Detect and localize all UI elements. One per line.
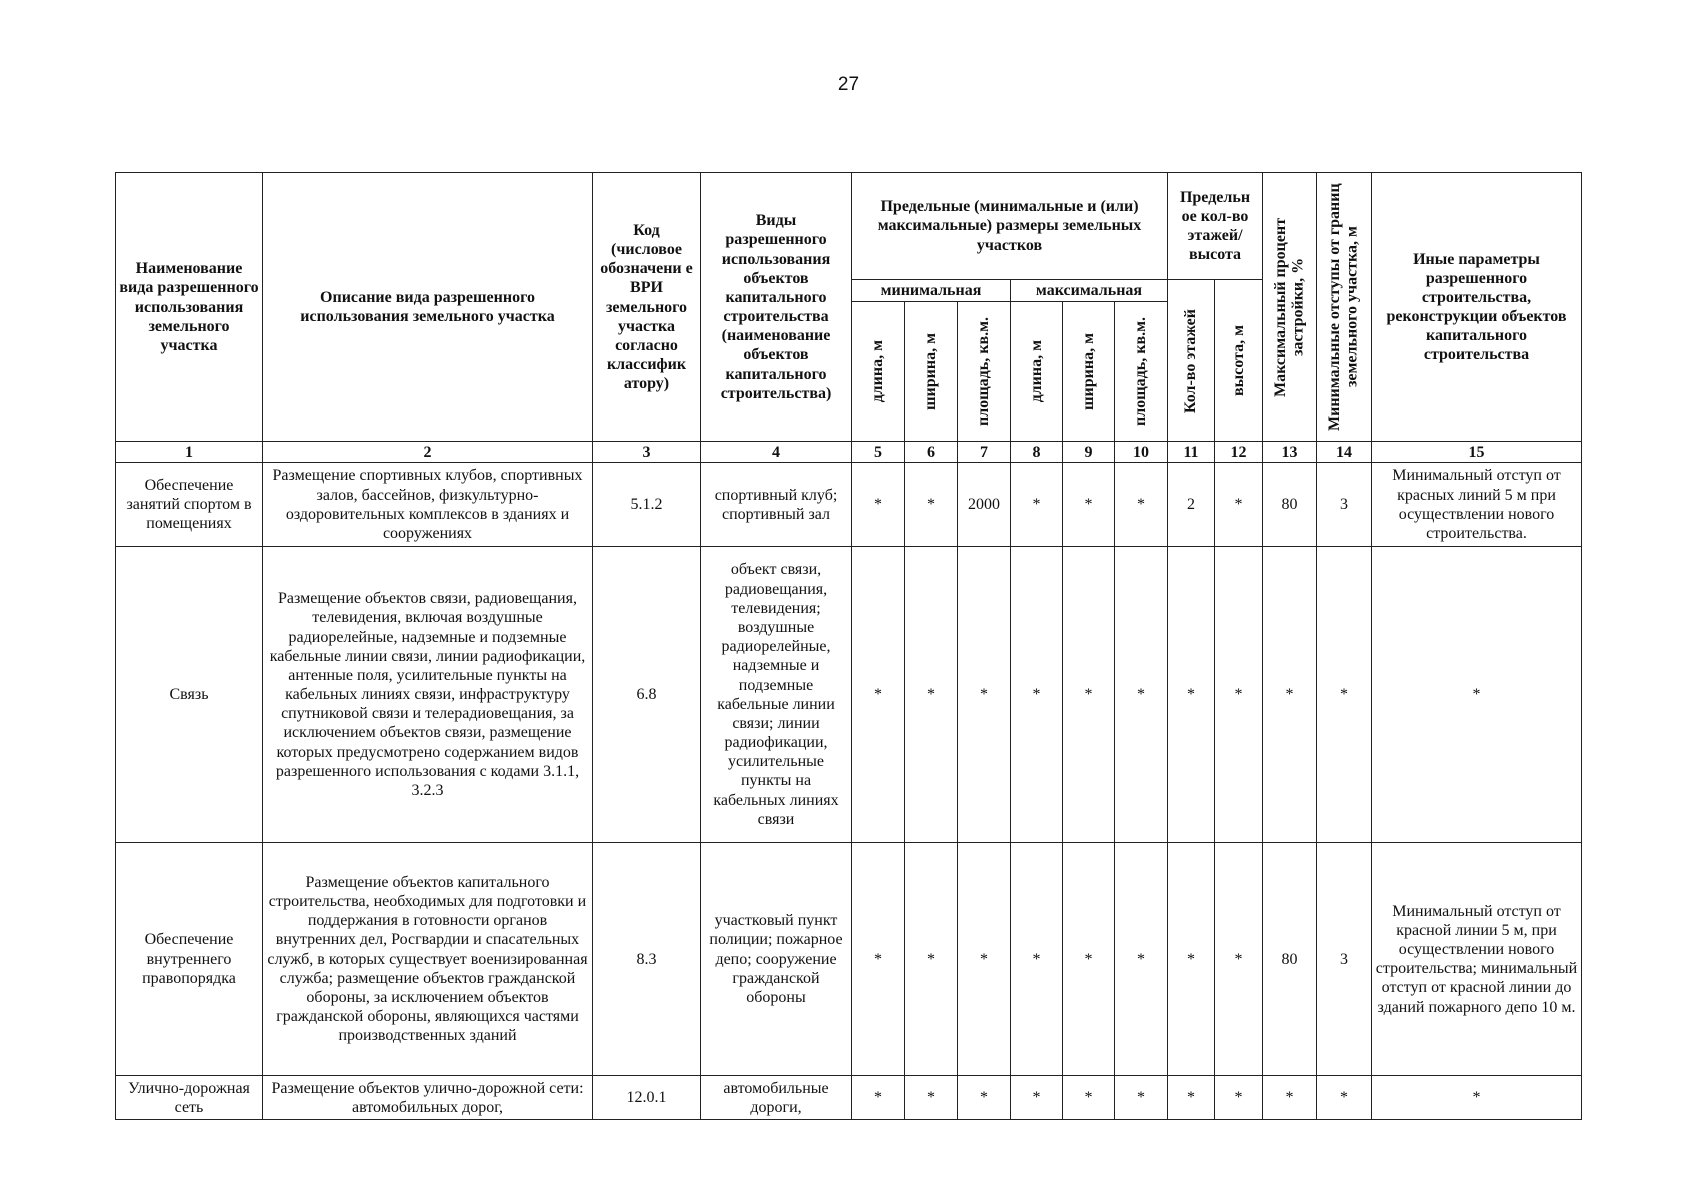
value-cell: * <box>905 463 958 547</box>
value-cell: * <box>1115 1076 1168 1120</box>
value-cell: * <box>1115 547 1168 843</box>
other-parameters: * <box>1372 1076 1582 1120</box>
value-cell: 3 <box>1317 463 1372 547</box>
header-height: высота, м <box>1215 280 1263 442</box>
value-cell: * <box>1317 1076 1372 1120</box>
column-number: 3 <box>593 442 701 463</box>
value-cell: * <box>1063 547 1115 843</box>
value-cell: * <box>905 547 958 843</box>
value-cell: * <box>1011 463 1063 547</box>
column-number: 11 <box>1168 442 1215 463</box>
column-number: 8 <box>1011 442 1063 463</box>
header-other: Иные параметры разрешенного строительства, реконструкции объектов капитального строительства <box>1372 173 1582 442</box>
header-min-setback: Минимальные отступы от границ земельного участка, м <box>1317 173 1372 442</box>
header-description: Описание вида разрешенного использования земельного участка <box>263 173 593 442</box>
value-cell: * <box>1263 547 1317 843</box>
column-number: 14 <box>1317 442 1372 463</box>
value-cell: * <box>1215 843 1263 1076</box>
value-cell: * <box>1011 1076 1063 1120</box>
use-description: Размещение объектов капитального строительства, необходимых для подготовки и поддержания в готовности органов внутренних дел, Росгвардии и спасательных служб, в которых существует военизированная служба; размещение объектов гражданской обороны, за исключением объектов гражданской обороны, являющихся частями производственных зданий <box>263 843 593 1076</box>
value-cell: * <box>958 843 1011 1076</box>
table-row <box>116 547 1582 843</box>
table-row <box>116 1076 1582 1120</box>
column-number: 5 <box>852 442 905 463</box>
page-number: 27 <box>837 74 860 95</box>
value-cell: * <box>852 463 905 547</box>
column-number: 4 <box>701 442 852 463</box>
header-code: Код (числовое обозначени е ВРИ земельного участка согласно классифик атору) <box>593 173 701 442</box>
header-max-percent: Максимальный процент застройки, % <box>1263 173 1317 442</box>
value-cell: 2000 <box>958 463 1011 547</box>
header-max-length: длина, м <box>1011 302 1063 442</box>
value-cell: * <box>958 547 1011 843</box>
table-row <box>116 843 1582 1076</box>
value-cell: * <box>1063 843 1115 1076</box>
value-cell: 80 <box>1263 843 1317 1076</box>
header-max-width: ширина, м <box>1063 302 1115 442</box>
use-name: Связь <box>116 547 263 843</box>
column-number: 13 <box>1263 442 1317 463</box>
land-use-table <box>115 172 1582 1120</box>
header-min-width: ширина, м <box>905 302 958 442</box>
value-cell: * <box>1215 547 1263 843</box>
use-types: объект связи, радиовещания, телевидения; воздушные радиорелейные, надземные и подземные кабельные линии связи; линии радиофикации, усилительные пункты на кабельных линиях связи <box>701 547 852 843</box>
other-parameters: * <box>1372 547 1582 843</box>
column-number: 2 <box>263 442 593 463</box>
value-cell: * <box>852 843 905 1076</box>
column-number: 12 <box>1215 442 1263 463</box>
header-max-area: площадь, кв.м. <box>1115 302 1168 442</box>
value-cell: * <box>1011 843 1063 1076</box>
value-cell: * <box>1168 547 1215 843</box>
value-cell: * <box>1168 843 1215 1076</box>
use-types: спортивный клуб; спортивный зал <box>701 463 852 547</box>
value-cell: * <box>1011 547 1063 843</box>
value-cell: 2 <box>1168 463 1215 547</box>
value-cell: * <box>905 1076 958 1120</box>
value-cell: 3 <box>1317 843 1372 1076</box>
value-cell: * <box>852 547 905 843</box>
column-number: 15 <box>1372 442 1582 463</box>
header-limits: Предельные (минимальные и (или) максимальные) размеры земельных участков <box>852 173 1168 280</box>
other-parameters: Минимальный отступ от красной линии 5 м, при осуществлении нового строительства; минимальный отступ от красной линии до зданий пожарного депо 10 м. <box>1372 843 1582 1076</box>
column-number: 6 <box>905 442 958 463</box>
header-types: Виды разрешенного использования объектов капитального строительства (наименование объектов капитального строительства) <box>701 173 852 442</box>
value-cell: * <box>1063 463 1115 547</box>
use-code: 5.1.2 <box>593 463 701 547</box>
other-parameters: Минимальный отступ от красных линий 5 м при осуществлении нового строительства. <box>1372 463 1582 547</box>
column-number: 10 <box>1115 442 1168 463</box>
value-cell: * <box>1215 1076 1263 1120</box>
value-cell: * <box>1317 547 1372 843</box>
header-floors: Кол-во этажей <box>1168 280 1215 442</box>
value-cell: * <box>958 1076 1011 1120</box>
use-code: 6.8 <box>593 547 701 843</box>
value-cell: * <box>1115 843 1168 1076</box>
header-floors-group: Предельн ое кол-во этажей/ высота <box>1168 173 1263 280</box>
table-row <box>116 463 1582 547</box>
value-cell: * <box>1168 1076 1215 1120</box>
value-cell: * <box>1063 1076 1115 1120</box>
header-min-area: площадь, кв.м. <box>958 302 1011 442</box>
value-cell: * <box>1263 1076 1317 1120</box>
value-cell: * <box>1115 463 1168 547</box>
value-cell: * <box>905 843 958 1076</box>
column-number: 7 <box>958 442 1011 463</box>
use-types: участковый пункт полиции; пожарное депо; сооружение гражданской обороны <box>701 843 852 1076</box>
use-types: автомобильные дороги, <box>701 1076 852 1120</box>
column-number: 9 <box>1063 442 1115 463</box>
value-cell: 80 <box>1263 463 1317 547</box>
header-min: минимальная <box>852 280 1011 302</box>
use-name: Улично-дорожная сеть <box>116 1076 263 1120</box>
use-name: Обеспечение занятий спортом в помещениях <box>116 463 263 547</box>
use-description: Размещение объектов улично-дорожной сети: автомобильных дорог, <box>263 1076 593 1120</box>
header-name: Наименование вида разрешенного использования земельного участка <box>116 173 263 442</box>
header-min-length: длина, м <box>852 302 905 442</box>
use-name: Обеспечение внутреннего правопорядка <box>116 843 263 1076</box>
use-code: 12.0.1 <box>593 1076 701 1120</box>
header-max: максимальная <box>1011 280 1168 302</box>
use-code: 8.3 <box>593 843 701 1076</box>
column-number-row <box>116 442 1582 463</box>
use-description: Размещение спортивных клубов, спортивных залов, бассейнов, физкультурно-оздоровительных комплексов в зданиях и сооружениях <box>263 463 593 547</box>
use-description: Размещение объектов связи, радиовещания, телевидения, включая воздушные радиорелейные, надземные и подземные кабельные линии связи, линии радиофикации, антенные поля, усилительные пункты на кабельных линиях связи, инфраструктуру спутниковой связи и телерадиовещания, за исключением объектов связи, размещение которых предусмотрено содержанием видов разрешенного использования с кодами 3.1.1, 3.2.3 <box>263 547 593 843</box>
value-cell: * <box>852 1076 905 1120</box>
column-number: 1 <box>116 442 263 463</box>
value-cell: * <box>1215 463 1263 547</box>
